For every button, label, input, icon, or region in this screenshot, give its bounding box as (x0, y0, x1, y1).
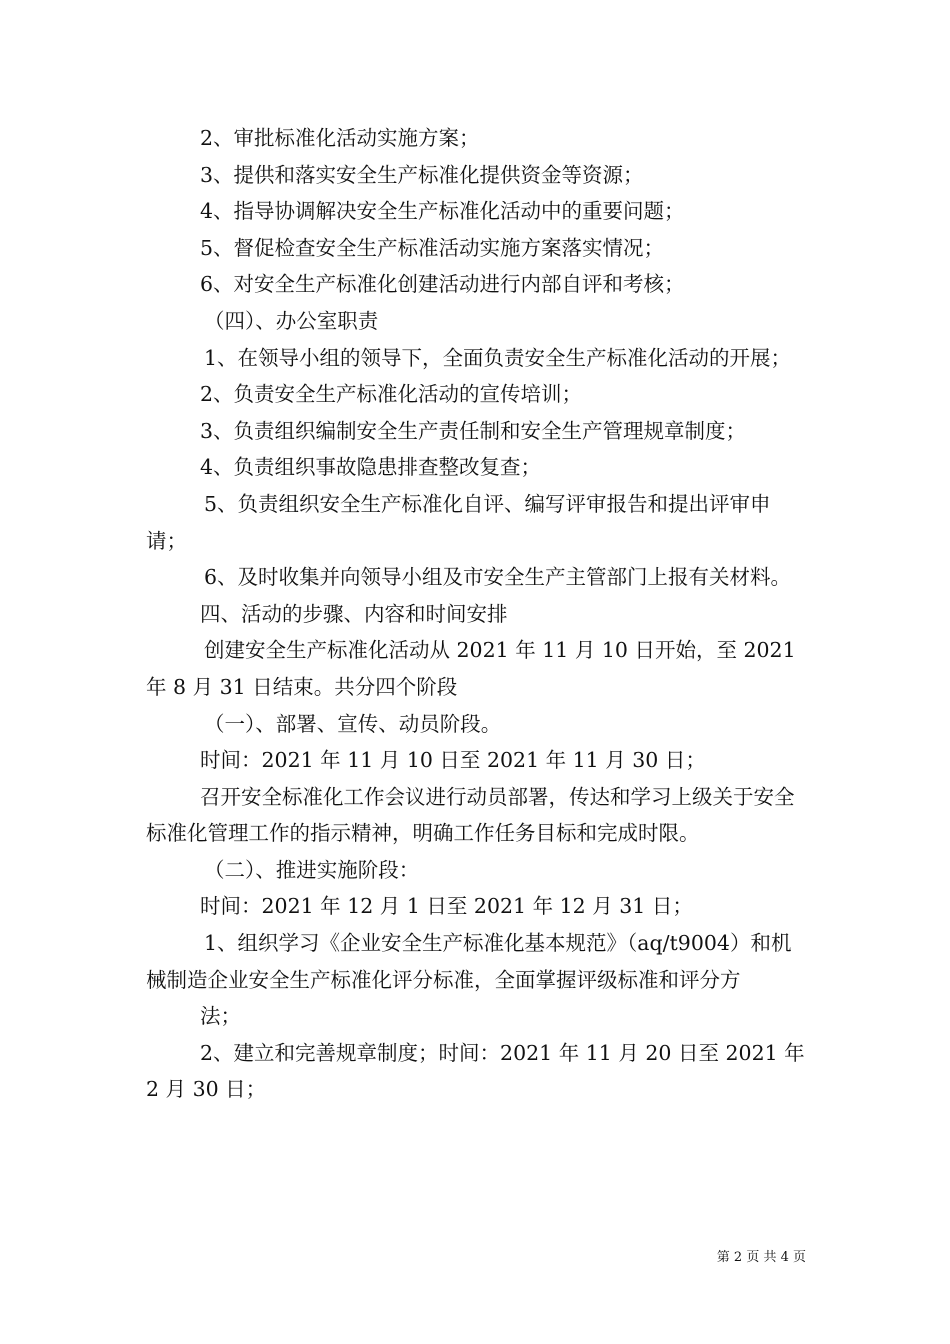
paragraph: 时间：2021 年 11 月 10 日至 2021 年 11 月 30 日； (200, 748, 706, 773)
paragraph: 4、负责组织事故隐患排查整改复查； (200, 455, 542, 480)
paragraph: 召开安全标准化工作会议进行动员部署，传达和学习上级关于安全标准化管理工作的指示精神，明确工作任务目标和完成时限。 (146, 784, 795, 846)
section-heading: （二）、推进实施阶段： (204, 857, 420, 882)
paragraph: 6、对安全生产标准化创建活动进行内部自评和考核； (200, 272, 685, 297)
paragraph: 2、建立和完善规章制度；时间：2021 年 11 月 20 日至 2021 年 2 月 30 日； (146, 1040, 805, 1102)
paragraph: 2、审批标准化活动实施方案； (200, 126, 480, 150)
paragraph: 5、负责组织安全生产标准化自评、编写评审报告和提出评审申请； (146, 491, 771, 553)
section-heading: （四）、办公室职责 (204, 308, 379, 333)
paragraph: 创建安全生产标准化活动从 2021 年 11 月 10 日开始，至 2021 年 8 月 31 日结束。共分四个阶段 (146, 638, 796, 699)
page-number-footer: 第 2 页 共 4 页 (716, 1250, 806, 1265)
section-heading: 四、活动的步骤、内容和时间安排 (200, 601, 508, 626)
paragraph: 时间：2021 年 12 月 1 日至 2021 年 12 月 31 日； (200, 894, 693, 919)
paragraph: 4、指导协调解决安全生产标准化活动中的重要问题； (200, 199, 685, 224)
paragraph: 1、组织学习《企业安全生产标准化基本规范》（aq/t9004）和机械制造企业安全生产标准化评分标准，全面掌握评级标准和评分方 (146, 931, 792, 992)
paragraph: 2、负责安全生产标准化活动的宣传培训； (200, 382, 583, 407)
paragraph: 法； (200, 1004, 241, 1029)
paragraph: 5、督促检查安全生产标准活动实施方案落实情况； (200, 235, 665, 260)
section-heading: （一）、部署、宣传、动员阶段。 (204, 711, 502, 736)
paragraph: 6、及时收集并向领导小组及市安全生产主管部门上报有关材料。 (204, 565, 792, 590)
document-body (146, 120, 811, 1108)
paragraph: 1、在领导小组的领导下，全面负责安全生产标准化活动的开展； (204, 345, 792, 370)
paragraph: 3、提供和落实安全生产标准化提供资金等资源； (200, 162, 644, 187)
paragraph: 3、负责组织编制安全生产责任制和安全生产管理规章制度； (200, 418, 747, 443)
